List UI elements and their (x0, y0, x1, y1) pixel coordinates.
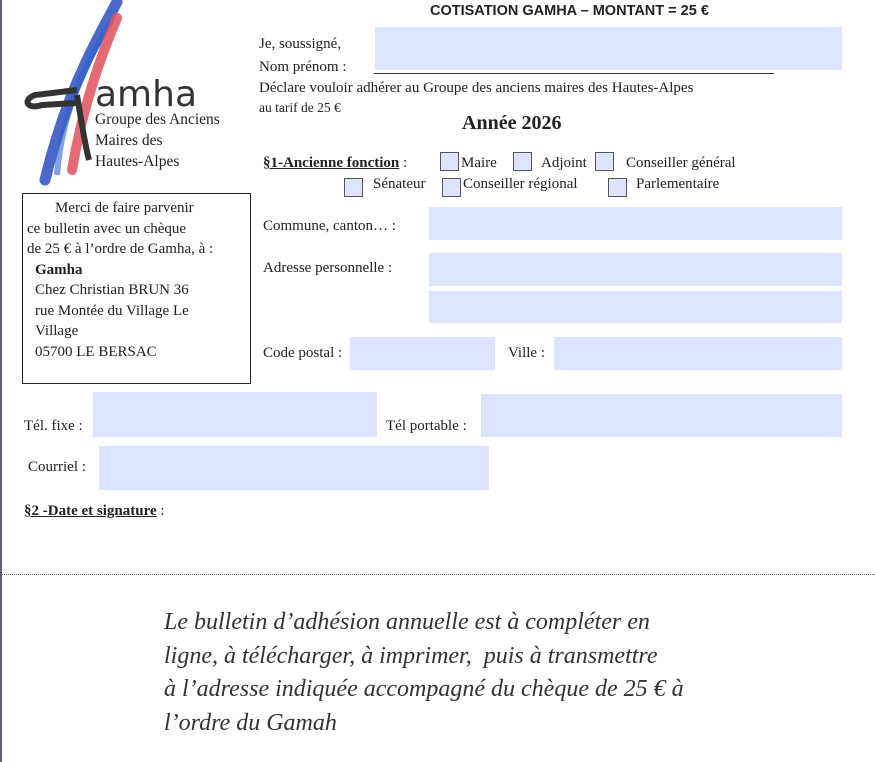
checkbox-conseiller-regional[interactable] (442, 178, 461, 197)
address-line: 05700 LE BERSAC (35, 343, 157, 360)
landline-input[interactable] (93, 392, 377, 437)
instruction-line: ce bulletin avec un chèque (27, 220, 187, 237)
logo-text: amha (95, 74, 198, 115)
option-label: Conseiller général (626, 155, 736, 171)
checkbox-parlementaire[interactable] (608, 178, 627, 197)
option-label: Maire (461, 155, 497, 171)
year-heading: Année 2026 (462, 112, 562, 134)
option-label: Conseiller régional (463, 176, 578, 192)
section2-heading: §2 -Date et signature (24, 503, 157, 519)
recipient-name: Gamha (35, 261, 83, 278)
section1-heading: §1-Ancienne fonction (263, 155, 400, 171)
commune-input[interactable] (429, 207, 842, 240)
name-underline (374, 73, 774, 74)
address-line: rue Montée du Village Le (35, 302, 189, 319)
address-line: Chez Christian BRUN 36 (35, 282, 189, 298)
note-line: l’ordre du Gamah (164, 709, 337, 736)
form-title: COTISATION GAMHA – MONTANT = 25 € (430, 3, 709, 19)
org-name (95, 109, 220, 172)
postal-code-label: Code postal : (263, 345, 343, 361)
option-label: Sénateur (373, 176, 426, 192)
checkbox-maire[interactable] (440, 152, 459, 171)
city-input[interactable] (554, 337, 842, 370)
note-line: à l’adresse indiquée accompagné du chèque de 25 € à (164, 676, 684, 702)
commune-label: Commune, canton… : (263, 218, 396, 234)
email-input[interactable] (99, 446, 489, 490)
name-input[interactable] (375, 27, 842, 70)
intro-line: Je, soussigné, (259, 36, 342, 52)
org-line: Groupe des Anciens (95, 111, 220, 128)
intro-line: au tarif de 25 € (259, 100, 341, 115)
address-input-1[interactable] (429, 253, 842, 286)
address-label: Adresse personnelle : (263, 260, 393, 276)
note-line: ligne, à télécharger, à imprimer, puis à transmettre (164, 642, 658, 669)
dotted-separator (2, 574, 875, 575)
org-line: Maires des (95, 132, 163, 149)
checkbox-senateur[interactable] (344, 178, 363, 197)
option-label: Parlementaire (636, 176, 720, 192)
note-line: Le bulletin d’adhésion annuelle est à compléter en (164, 609, 650, 635)
mailing-instructions-box (22, 193, 251, 384)
checkbox-conseiller-general[interactable] (595, 152, 614, 171)
intro-line: Déclare vouloir adhérer au Groupe des anciens maires des Hautes-Alpes (259, 80, 694, 96)
address-input-2[interactable] (429, 291, 842, 323)
landline-label: Tél. fixe : (24, 418, 83, 434)
colon: : (156, 503, 165, 519)
org-line: Hautes-Alpes (95, 153, 180, 170)
city-label: Ville : (508, 345, 546, 361)
mobile-input[interactable] (481, 394, 842, 437)
mobile-label: Tél portable : (386, 418, 467, 434)
instructions-note (164, 606, 684, 740)
checkbox-adjoint[interactable] (513, 152, 532, 171)
name-label: Nom prénom : (259, 59, 347, 75)
postal-code-input[interactable] (350, 337, 495, 370)
instruction-line: Merci de faire parvenir (55, 200, 194, 216)
option-label: Adjoint (541, 155, 587, 171)
email-label: Courriel : (28, 459, 86, 475)
instruction-line: de 25 € à l’ordre de Gamha, à : (27, 241, 214, 257)
colon: : (399, 155, 408, 171)
address-line: Village (35, 323, 79, 339)
